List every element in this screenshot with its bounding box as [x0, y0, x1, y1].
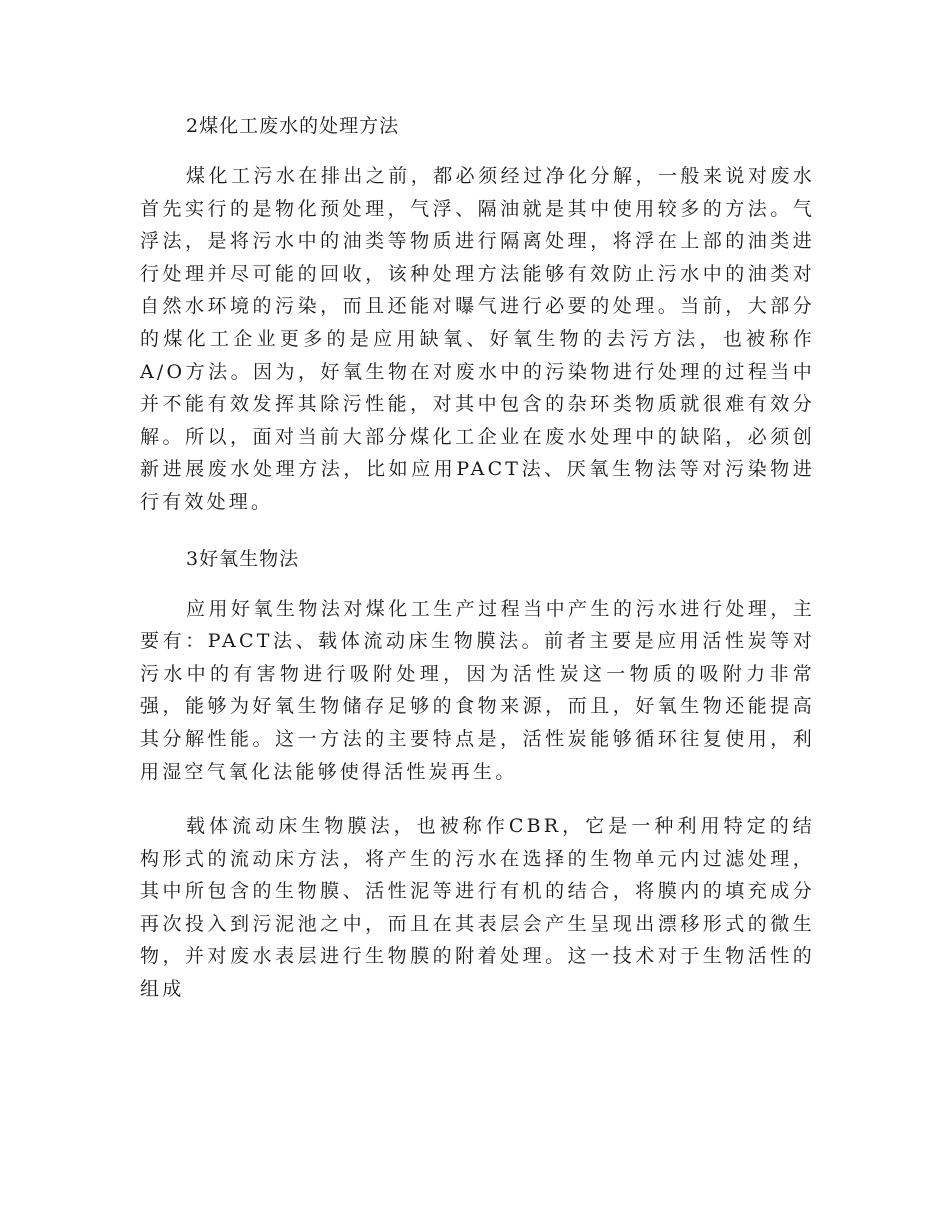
paragraph-treatment-methods: 煤化工污水在排出之前，都必须经过净化分解，一般来说对废水首先实行的是物化预处理，气浮、隔油就是其中使用较多的方法。气浮法，是将污水中的油类等物质进行隔离处理，将浮在上部的油类进行处理并尽可能的回收，该种处理方法能够有效防止污水中的油类对自然水环境的污染，而且还能对曝气进行必要的处理。当前，大部分的煤化工企业更多的是应用缺氧、好氧生物的去污方法，也被称作A/O方法。因为，好氧生物在对废水中的污染物进行处理的过程当中并不能有效发挥其除污性能，对其中包含的杂环类物质就很难有效分解。所以，面对当前大部分煤化工企业在废水处理中的缺陷，必须创新进展废水处理方法，比如应用PACT法、厌氧生物法等对污染物进行有效处理。 [140, 165, 815, 513]
section-heading-aerobic-biology: 3好氧生物法 [186, 547, 300, 570]
section-heading-treatment-methods: 2煤化工废水的处理方法 [186, 115, 400, 137]
paragraph-cbr-method: 载体流动床生物膜法，也被称作CBR，它是一种利用特定的结构形式的流动床方法，将产生的污水在选择的生物单元内过滤处理，其中所包含的生物膜、活性泥等进行有机的结合，将膜内的填充成分再次投入到污泥池之中，而且在其表层会产生呈现出漂移形式的微生物，并对废水表层进行生物膜的附着处理。这一技术对于生物活性的组成 [140, 815, 815, 1001]
document-page [140, 108, 815, 1006]
paragraph-pact-method: 应用好氧生物法对煤化工生产过程当中产生的污水进行处理，主要有：PACT法、载体流动床生物膜法。前者主要是应用活性炭等对污水中的有害物进行吸附处理，因为活性炭这一物质的吸附力非常强，能够为好氧生物储存足够的食物来源，而且，好氧生物还能提高其分解性能。这一方法的主要特点是，活性炭能够循环往复使用，利用湿空气氧化法能够使得活性炭再生。 [140, 597, 815, 783]
